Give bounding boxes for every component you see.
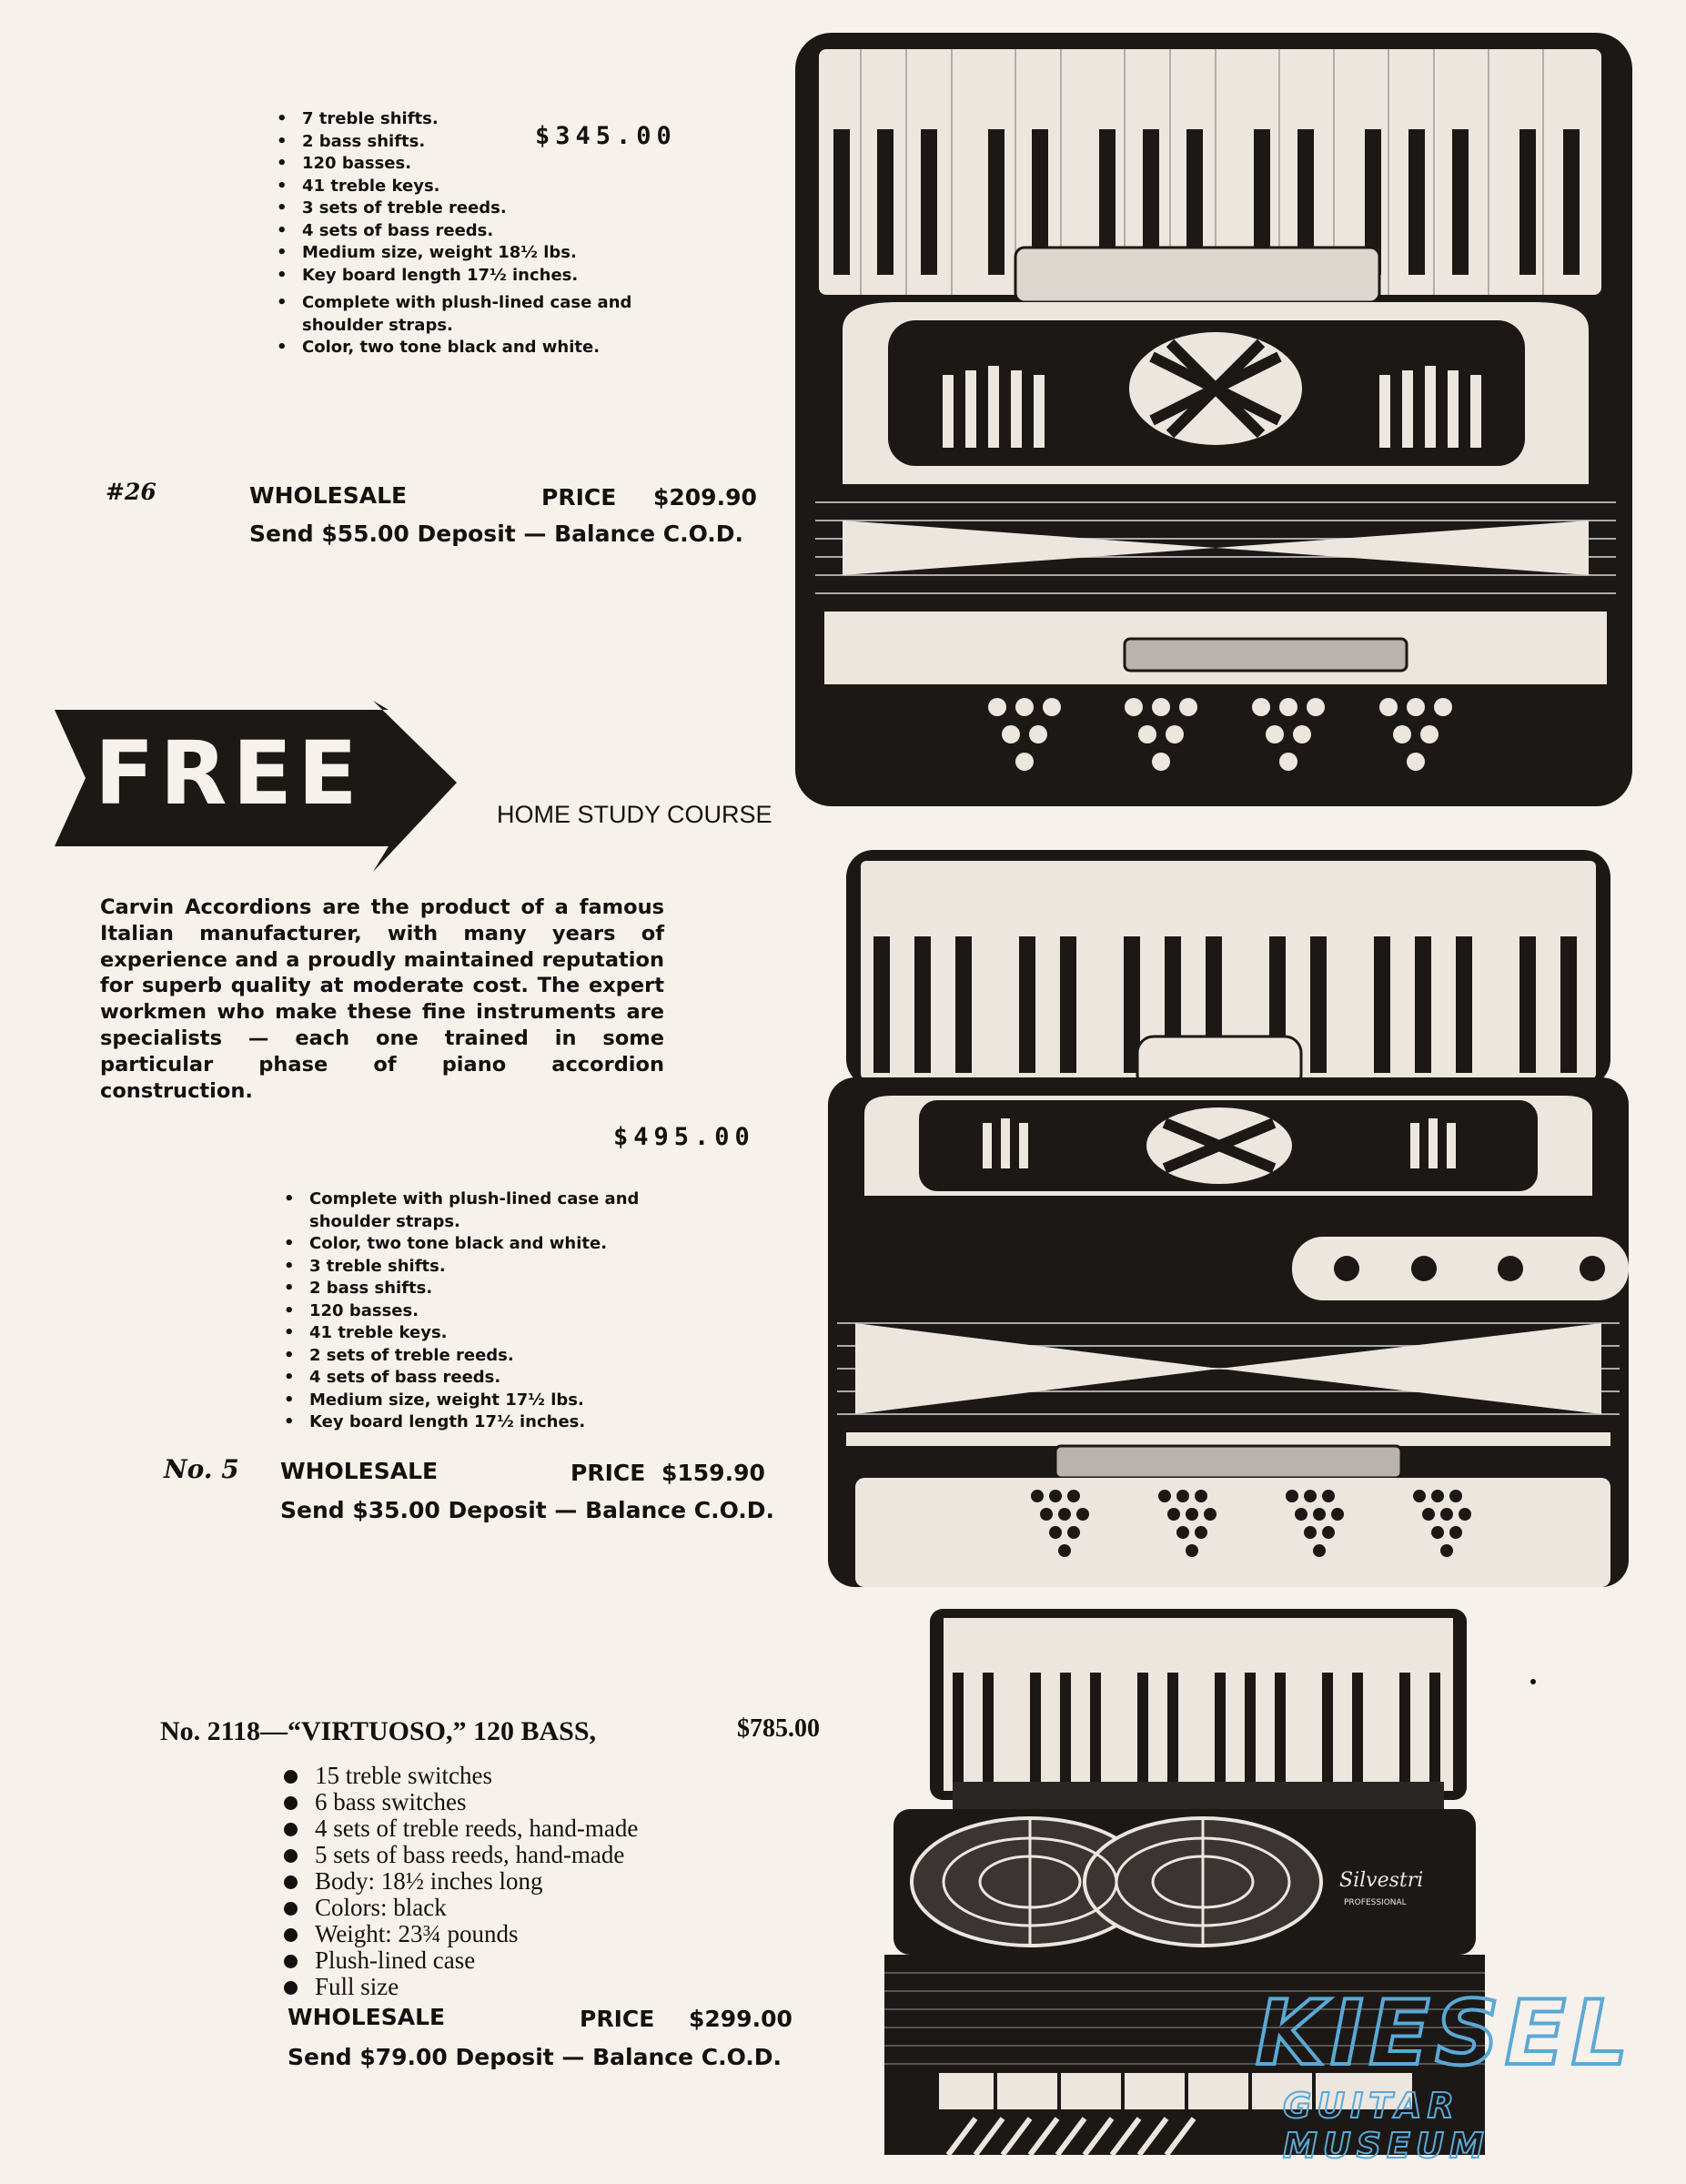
spec-item: Plush-lined case [282,1947,792,1974]
product-26-wholesale-price: $209.90 [653,484,757,511]
spec-item: • 120 basses. [277,153,659,176]
spec-item: • Key board length 17½ inches. [277,265,659,288]
spec-item: • Key board length 17½ inches. [284,1411,666,1434]
accordion-5-photo [819,850,1647,1605]
spec-item: • 4 sets of bass reeds. [277,220,659,243]
spec-item: • Color, two tone black and white. [277,337,659,359]
watermark-logo [1247,1984,1656,2166]
product-26-deposit: Send $55.00 Deposit — Balance C.O.D. [249,521,744,547]
product-5-wholesale-label: WHOLESALE [280,1458,439,1484]
spec-item: • 3 treble shifts. [284,1256,666,1279]
watermark-line1: KIESEL [1256,1982,1634,2086]
spec-item: • 2 sets of treble reeds. [284,1345,666,1368]
product-5-price: $495.00 [613,1123,755,1151]
spec-item: • 7 treble shifts. [277,108,659,131]
product-2118-title: No. 2118—“VIRTUOSO,” 120 BASS, [160,1716,597,1746]
product-2118-deposit: Send $79.00 Deposit — Balance C.O.D. [288,2044,782,2070]
product-5-model: No. 5 [164,1454,239,1484]
brand-script: Silvestri [1339,1869,1424,1892]
spec-item: • 2 bass shifts. [284,1278,666,1300]
product-26-price: $345.00 [535,122,677,150]
product-5-price-label: PRICE [570,1460,646,1486]
spec-item: • Complete with plush-lined case and shoulder straps. [277,292,659,337]
spec-item: 6 bass switches [282,1789,792,1815]
free-banner-subtitle: HOME STUDY COURSE [497,801,772,828]
free-banner-text: FREE [95,723,363,824]
brand-sub: PROFESSIONAL [1344,1898,1407,1907]
spec-item: • 4 sets of bass reeds. [284,1367,666,1390]
stray-dot [1530,1679,1536,1684]
spec-item: Body: 18½ inches long [282,1868,792,1895]
spec-item: • 2 bass shifts. [277,131,659,154]
spec-item: • Medium size, weight 18½ lbs. [277,242,659,265]
product-26-price-label: PRICE [541,484,617,511]
spec-item: • 41 treble keys. [277,176,659,198]
product-2118-price-label: PRICE [580,2006,655,2032]
watermark-line2: GUITAR MUSEUM [1283,2086,1489,2166]
spec-item: Weight: 23¾ pounds [282,1921,792,1947]
accordion-26-photo [788,29,1645,812]
spec-item: • 3 sets of treble reeds. [277,197,659,220]
product-2118-wholesale-label: WHOLESALE [288,2004,446,2030]
spec-item: 4 sets of treble reeds, hand-made [282,1815,792,1842]
product-5-specs [284,1188,666,1434]
spec-item: • 41 treble keys. [284,1322,666,1345]
product-5-wholesale-price: $159.90 [661,1460,765,1486]
product-2118-price: $785.00 [737,1714,820,1743]
product-26-model: #26 [106,479,156,505]
product-26-wholesale-label: WHOLESALE [249,482,408,509]
product-5-deposit: Send $35.00 Deposit — Balance C.O.D. [280,1497,775,1523]
product-2118-specs [282,1763,792,2000]
intro-paragraph: Carvin Accordions are the product of a famous Italian manufacturer, with many years of experience and a proudly maintained reputation for superb quality at moderate cost. The expert workmen who make these fine instruments are specialists — each one trained in some particular phase of piano accordion construction. [100,895,664,1103]
spec-item: Full size [282,1974,792,2000]
spec-item: • 120 basses. [284,1300,666,1323]
spec-item: 15 treble switches [282,1763,792,1789]
spec-item: • Medium size, weight 17½ lbs. [284,1390,666,1412]
spec-item: Colors: black [282,1895,792,1921]
product-2118-wholesale-price: $299.00 [689,2006,793,2032]
spec-item: 5 sets of bass reeds, hand-made [282,1842,792,1868]
spec-item: • Complete with plush-lined case and shoulder straps. [284,1188,666,1233]
spec-item: • Color, two tone black and white. [284,1233,666,1256]
